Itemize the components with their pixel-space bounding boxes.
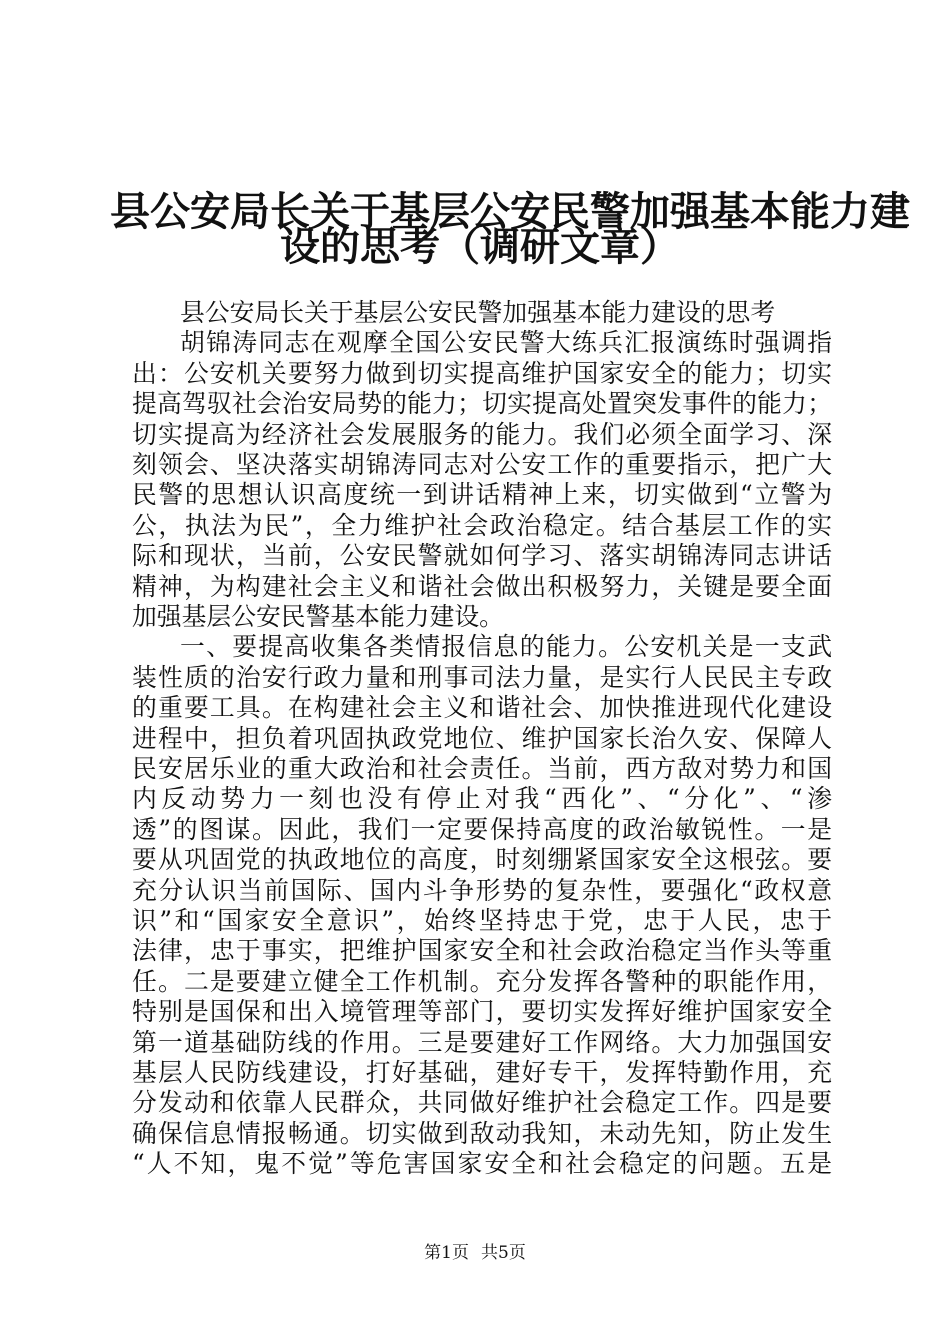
paragraph-1-line: 胡锦涛同志在观摩全国公安民警大练兵汇报演练时强调指: [180, 328, 832, 358]
paragraph-2-line: 装性质的治安行政力量和刑事司法力量，是实行人民民主专政: [132, 662, 832, 692]
paragraph-1-line: 出：公安机关要努力做到切实提高维护国家安全的能力；切实: [132, 358, 832, 388]
paragraph-2-line: 任。二是要建立健全工作机制。充分发挥各警种的职能作用，: [132, 966, 832, 996]
paragraph-2-line: 内反动势力一刻也没有停止对我“西化”、“分化”、“渗: [132, 784, 832, 814]
paragraph-2-line: 的重要工具。在构建社会主义和谐社会、加快推进现代化建设: [132, 693, 832, 723]
paragraph-1-line: 加强基层公安民警基本能力建设。: [132, 602, 504, 631]
paragraph-2-line: 确保信息情报畅通。切实做到敌动我知，未动先知，防止发生: [132, 1118, 832, 1148]
paragraph-2-line: 法律，忠于事实，把维护国家安全和社会政治稳定当作头等重: [132, 936, 832, 966]
paragraph-2-line: 进程中，担负着巩固执政党地位、维护国家长治久安、保障人: [132, 723, 832, 753]
paragraph-2-line: 基层人民防线建设，打好基础，建好专干，发挥特勤作用，充: [132, 1058, 832, 1087]
document-title-line-2: 设的思考（调研文章）: [280, 224, 680, 270]
paragraph-2-line: 识”和“国家安全意识”，始终坚持忠于党，忠于人民，忠于: [132, 906, 832, 935]
paragraph-1-line: 刻领会、坚决落实胡锦涛同志对公安工作的重要指示，把广大: [132, 450, 832, 479]
paragraph-1-line: 精神，为构建社会主义和谐社会做出积极努力，关键是要全面: [132, 571, 832, 601]
paragraph-1-line: 民警的思想认识高度统一到讲话精神上来，切实做到“立警为: [132, 480, 832, 510]
paragraph-2-line: 充分认识当前国际、国内斗争形势的复杂性，要强化“政权意: [132, 875, 832, 905]
paragraph-2-line: 民安居乐业的重大政治和社会责任。当前，西方敌对势力和国: [132, 754, 832, 783]
paragraph-2-line: 透”的图谋。因此，我们一定要保持高度的政治敏锐性。一是: [132, 814, 832, 844]
paragraph-2-line: 第一道基础防线的作用。三是要建好工作网络。大力加强国安: [132, 1027, 832, 1057]
paragraph-2-line: 要从巩固党的执政地位的高度，时刻绷紧国家安全这根弦。要: [132, 845, 832, 875]
document-title-line-1: 县公安局长关于基层公安民警加强基本能力建: [110, 189, 910, 235]
paragraph-2-line: 分发动和依靠人民群众，共同做好维护社会稳定工作。四是要: [132, 1088, 832, 1118]
paragraph-1-line: 公，执法为民”，全力维护社会政治稳定。结合基层工作的实: [132, 510, 832, 540]
document-subtitle: 县公安局长关于基层公安民警加强基本能力建设的思考: [180, 298, 776, 327]
paragraph-1-line: 切实提高为经济社会发展服务的能力。我们必须全面学习、深: [132, 419, 832, 449]
paragraph-2-line: “人不知，鬼不觉”等危害国家安全和社会稳定的问题。五是: [132, 1149, 832, 1179]
page-total: 共5页: [481, 1243, 526, 1263]
paragraph-2-line: 特别是国保和出入境管理等部门，要切实发挥好维护国家安全: [132, 997, 832, 1027]
paragraph-1-line: 际和现状，当前，公安民警就如何学习、落实胡锦涛同志讲话: [132, 541, 832, 571]
page-number: 第1页: [424, 1243, 469, 1263]
page-footer: [0, 1242, 950, 1264]
paragraph-1-line: 提高驾驭社会治安局势的能力；切实提高处置突发事件的能力；: [132, 389, 832, 419]
paragraph-2-line: 一、要提高收集各类情报信息的能力。公安机关是一支武: [180, 632, 832, 662]
